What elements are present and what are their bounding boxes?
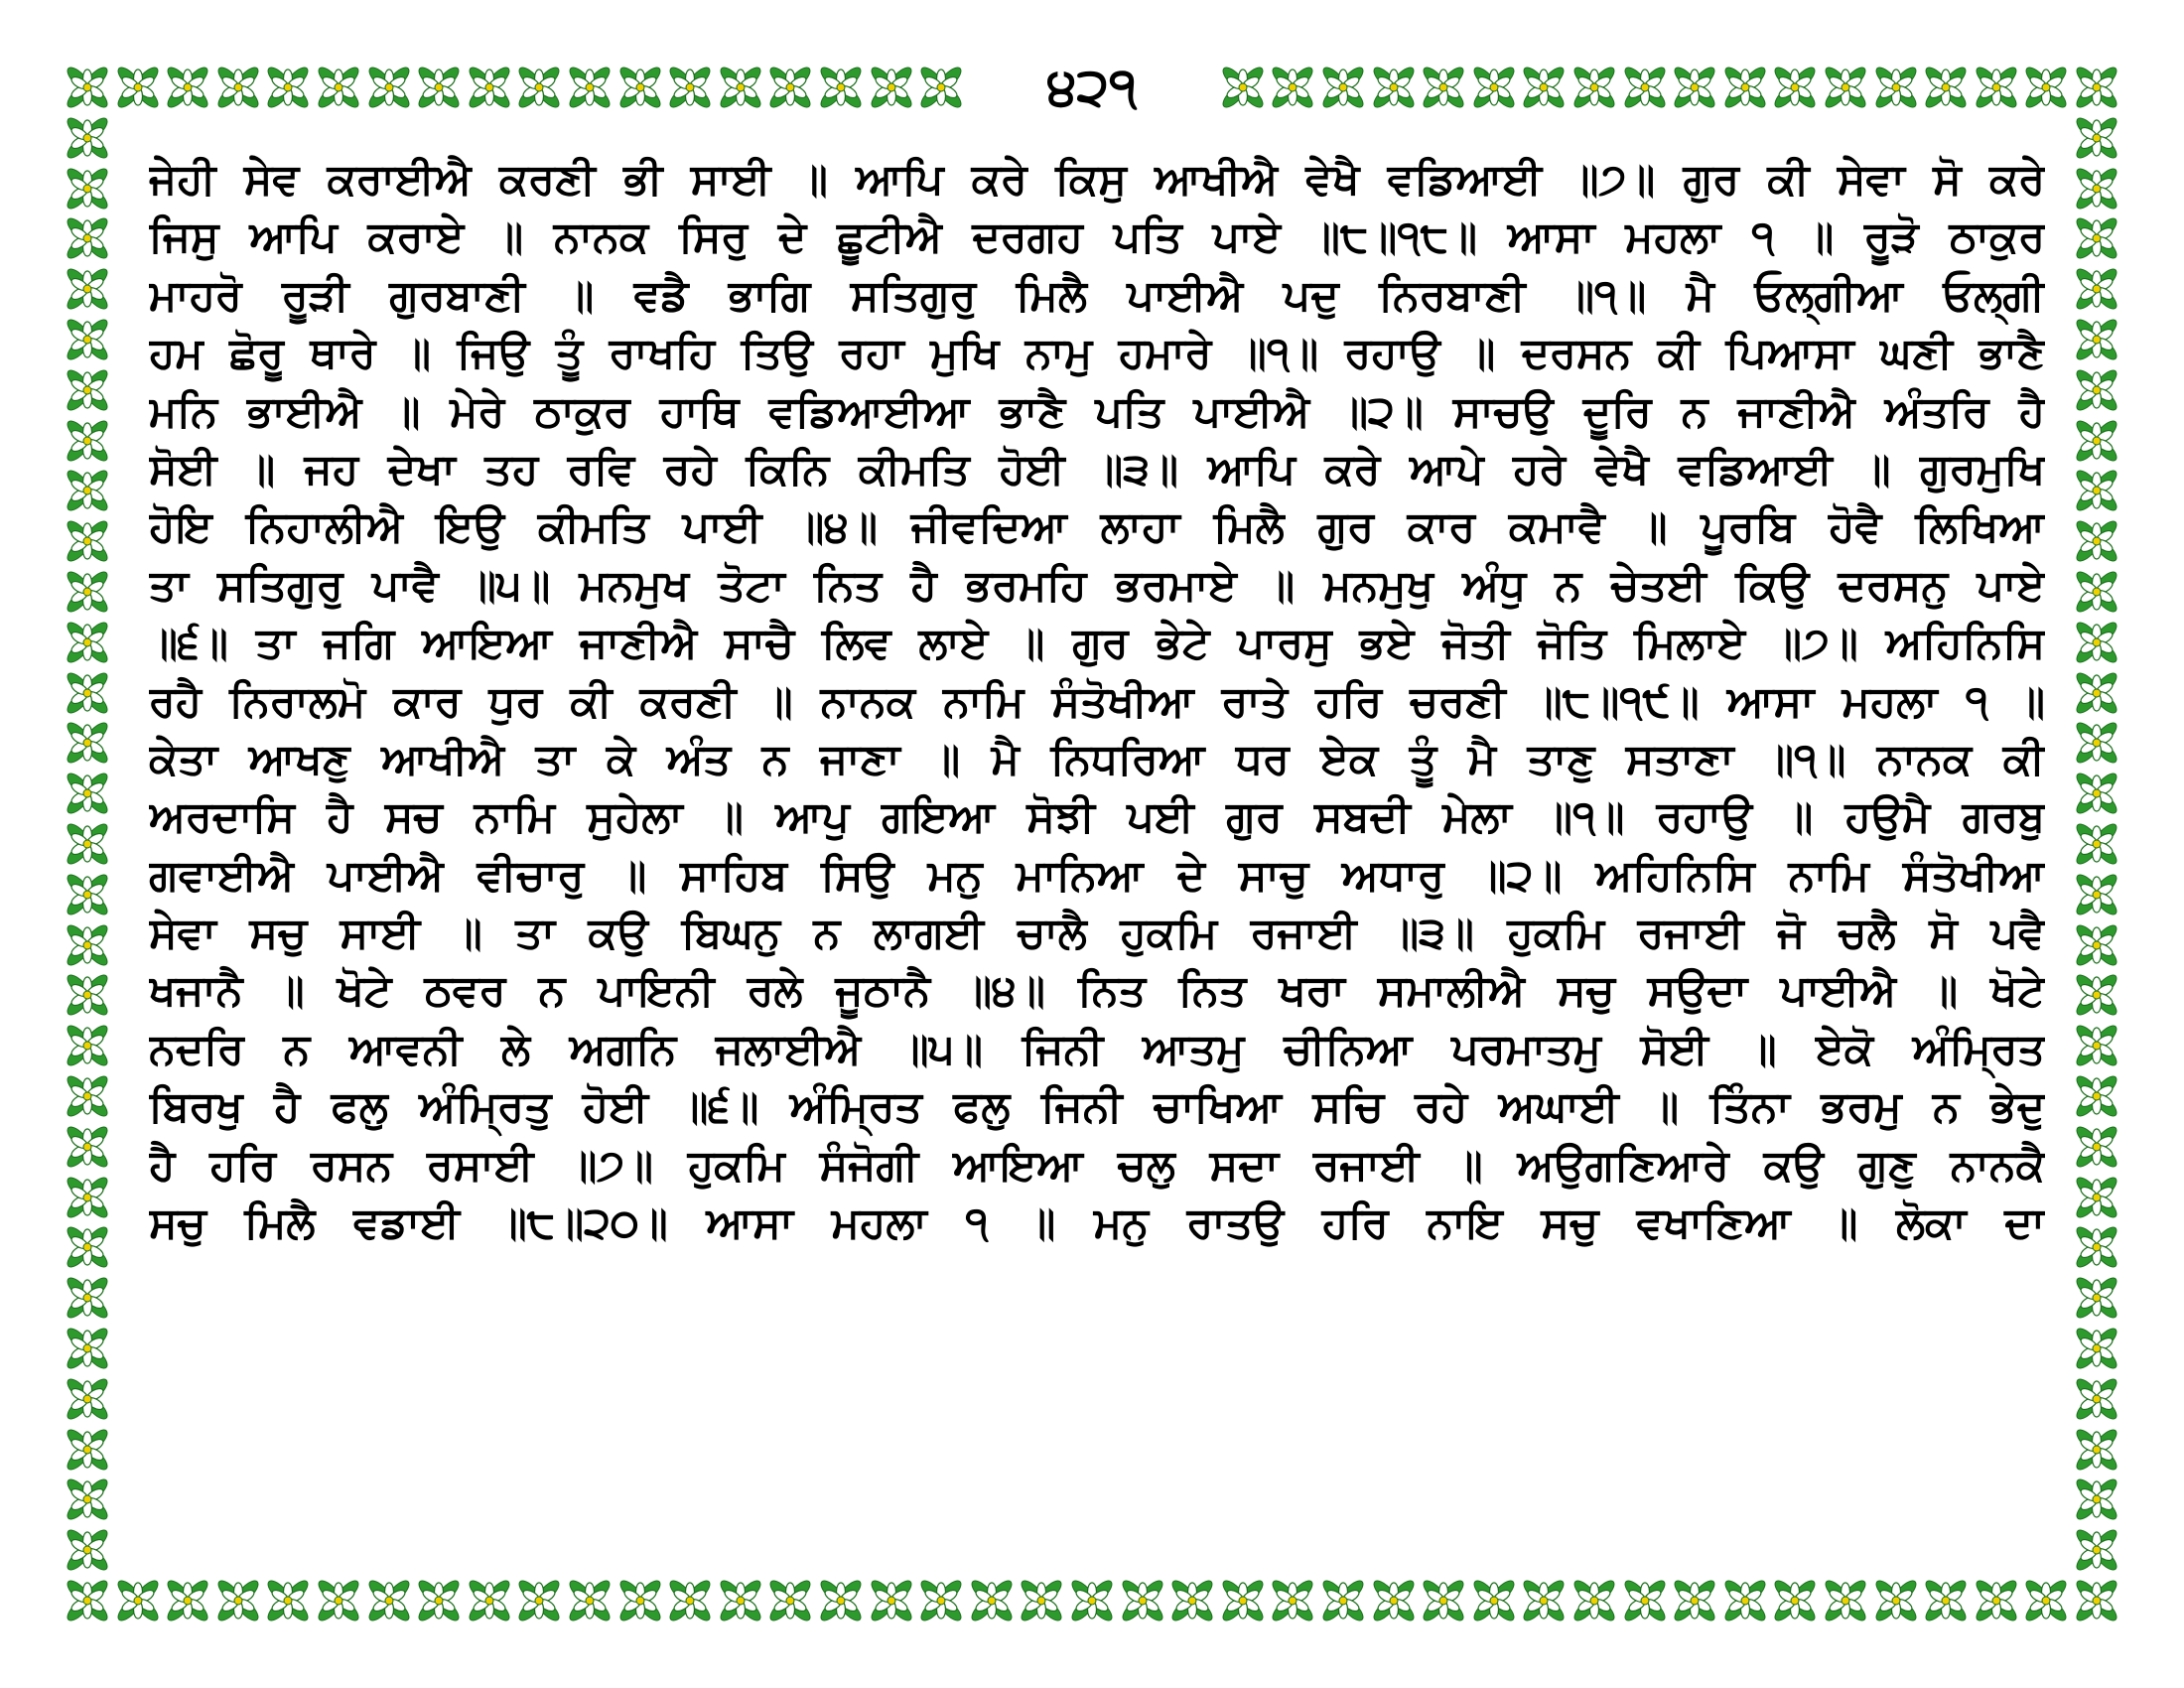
page-number: ੪੨੧ — [993, 48, 1191, 127]
flower-icon — [366, 1578, 413, 1624]
flower-icon — [316, 65, 362, 111]
flower-icon — [1873, 65, 1920, 111]
flower-icon — [918, 65, 965, 111]
flower-icon — [65, 620, 111, 666]
flower-icon — [516, 65, 563, 111]
flower-icon — [1019, 1578, 1065, 1624]
flower-icon — [2074, 1427, 2120, 1474]
flower-icon — [1270, 1578, 1316, 1624]
flower-icon — [2074, 115, 2120, 162]
flower-icon — [1722, 1578, 1769, 1624]
text-line: ਮਾਹਰੋ ਰੂੜੀ ਗੁਰਬਾਣੀ ॥ ਵਡੈ ਭਾਗਿ ਸਤਿਗੁਰੁ ਮਿਲੈ ਪਾਈਐ ਪਦੁ ਨਿਰਬਾਣੀ ॥੧॥ ਮੈ ਓਲ੍ਗੀਆ ਓਲ੍ਗੀ — [149, 270, 2045, 321]
flower-icon — [65, 922, 111, 969]
flower-icon — [1772, 65, 1819, 111]
flower-icon — [65, 518, 111, 565]
flower-icon — [2074, 720, 2120, 767]
flower-icon — [516, 1578, 563, 1624]
flower-icon — [1923, 65, 1970, 111]
flower-icon — [65, 1023, 111, 1069]
flower-icon — [1521, 1578, 1568, 1624]
flower-icon — [165, 1578, 211, 1624]
flower-icon — [65, 1224, 111, 1271]
flower-icon — [265, 65, 312, 111]
flower-icon — [1772, 1578, 1819, 1624]
flower-icon — [65, 821, 111, 868]
flower-icon — [2074, 1175, 2120, 1221]
flower-icon — [2074, 569, 2120, 616]
flower-icon — [2023, 1578, 2070, 1624]
flower-icon — [1371, 1578, 1418, 1624]
flower-icon — [1220, 1578, 1267, 1624]
flower-icon — [1672, 1578, 1718, 1624]
flower-icon — [265, 1578, 312, 1624]
flower-icon — [65, 367, 111, 414]
text-line: ਹੋਇ ਨਿਹਾਲੀਐ ਇਉ ਕੀਮਤਿ ਪਾਈ ॥੪॥ ਜੀਵਦਿਆ ਲਾਹਾ ਮਿਲੈ ਗੁਰ ਕਾਰ ਕਮਾਵੈ ॥ ਪੂਰਬਿ ਹੋਵੈ ਲਿਖਿਆ — [149, 502, 2045, 553]
flower-icon — [918, 1578, 965, 1624]
flower-icon — [165, 65, 211, 111]
flower-icon — [1974, 65, 2020, 111]
flower-icon — [1571, 65, 1618, 111]
text-line: ਸੇਵਾ ਸਚੁ ਸਾਈ ॥ ਤਾ ਕਉ ਬਿਘਨੁ ਨ ਲਾਗਈ ਚਾਲੈ ਹੁਕਮਿ ਰਜਾਈ ॥੩॥ ਹੁਕਮਿ ਰਜਾਈ ਜੋ ਚਲੈ ਸੋ ਪਵੈ — [149, 909, 2045, 959]
text-line: ਸੋਈ ॥ ਜਹ ਦੇਖਾ ਤਹ ਰਵਿ ਰਹੇ ਕਿਨਿ ਕੀਮਤਿ ਹੋਈ ॥੩॥ ਆਪਿ ਕਰੇ ਆਪੇ ਹਰੇ ਵੇਖੈ ਵਡਿਆਈ ॥ ਗੁਰਮੁਖਿ — [149, 444, 2045, 494]
text-line: ਸਚੁ ਮਿਲੈ ਵਡਾਈ ॥੮॥੨੦॥ ਆਸਾ ਮਹਲਾ ੧ ॥ ਮਨੁ ਰਾਤਉ ਹਰਿ ਨਾਇ ਸਚੁ ਵਖਾਣਿਆ ॥ ਲੋਕਾ ਦਾ — [149, 1198, 2045, 1249]
text-line: ਹੈ ਹਰਿ ਰਸਨ ਰਸਾਈ ॥੭॥ ਹੁਕਮਿ ਸੰਜੋਗੀ ਆਇਆ ਚਲੁ ਸਦਾ ਰਜਾਈ ॥ ਅਉਗਣਿਆਰੇ ਕਉ ਗੁਣੁ ਨਾਨਕੈ — [149, 1140, 2045, 1191]
flower-icon — [2074, 620, 2120, 666]
flower-icon — [65, 1175, 111, 1221]
flower-icon — [767, 65, 814, 111]
flower-icon — [366, 65, 413, 111]
flower-icon — [2074, 266, 2120, 313]
flower-icon — [65, 1124, 111, 1171]
flower-icon — [1169, 1578, 1216, 1624]
text-line: ॥੬॥ ਤਾ ਜਗਿ ਆਇਆ ਜਾਣੀਐ ਸਾਚੈ ਲਿਵ ਲਾਏ ॥ ਗੁਰ ਭੇਟੇ ਪਾਰਸੁ ਭਏ ਜੋਤੀ ਜੋਤਿ ਮਿਲਾਏ ॥੭॥ ਅਹਿਨਿਸਿ — [149, 619, 2045, 669]
flower-icon — [2074, 670, 2120, 717]
flower-icon — [818, 65, 865, 111]
flower-icon — [65, 266, 111, 313]
flower-icon — [1270, 65, 1316, 111]
flower-icon — [2074, 1477, 2120, 1523]
flower-icon — [65, 771, 111, 817]
flower-icon — [869, 1578, 915, 1624]
flower-icon — [2074, 1073, 2120, 1120]
flower-icon — [1923, 1578, 1970, 1624]
flower-icon — [1120, 1578, 1166, 1624]
flower-icon — [65, 1427, 111, 1474]
flower-icon — [2074, 1578, 2120, 1624]
flower-icon — [2074, 771, 2120, 817]
flower-icon — [2023, 65, 2070, 111]
text-line: ਜਿਸੁ ਆਪਿ ਕਰਾਏ ॥ ਨਾਨਕ ਸਿਰੁ ਦੇ ਛੂਟੀਐ ਦਰਗਹ ਪਤਿ ਪਾਏ ॥੮॥੧੮॥ ਆਸਾ ਮਹਲਾ ੧ ॥ ਰੂੜੋ ਠਾਕੁਰ — [149, 212, 2045, 263]
flower-icon — [2074, 317, 2120, 363]
flower-icon — [65, 1477, 111, 1523]
flower-icon — [2074, 922, 2120, 969]
flower-icon — [65, 215, 111, 262]
flower-icon — [65, 1326, 111, 1372]
flower-icon — [65, 1275, 111, 1322]
flower-icon — [1823, 65, 1869, 111]
flower-icon — [2074, 1124, 2120, 1171]
text-line: ਮਨਿ ਭਾਈਐ ॥ ਮੇਰੇ ਠਾਕੁਰ ਹਾਥਿ ਵਡਿਆਈਆ ਭਾਣੈ ਪਤਿ ਪਾਈਐ ॥੨॥ ਸਾਚਉ ਦੂਰਿ ਨ ਜਾਣੀਐ ਅੰਤਰਿ ਹੈ — [149, 386, 2045, 437]
flower-icon — [1471, 65, 1518, 111]
flower-icon — [65, 720, 111, 767]
flower-icon — [1069, 1578, 1116, 1624]
flower-icon — [2074, 166, 2120, 212]
flower-icon — [567, 65, 614, 111]
flower-icon — [2074, 872, 2120, 918]
flower-icon — [2074, 1275, 2120, 1322]
flower-icon — [2074, 65, 2120, 111]
flower-icon — [617, 1578, 664, 1624]
flower-icon — [1421, 1578, 1467, 1624]
flower-icon — [65, 670, 111, 717]
flower-icon — [2074, 1376, 2120, 1423]
flower-icon — [2074, 215, 2120, 262]
flower-icon — [1471, 1578, 1518, 1624]
flower-icon — [1873, 1578, 1920, 1624]
flower-icon — [718, 65, 764, 111]
flower-icon — [416, 65, 463, 111]
flower-icon — [1974, 1578, 2020, 1624]
flower-icon — [1220, 65, 1267, 111]
flower-icon — [215, 1578, 262, 1624]
flower-icon — [316, 1578, 362, 1624]
flower-icon — [1622, 1578, 1669, 1624]
text-line: ਹਮ ਛੋਰੂ ਥਾਰੇ ॥ ਜਿਉ ਤੂੰ ਰਾਖਹਿ ਤਿਉ ਰਹਾ ਮੁਖਿ ਨਾਮੁ ਹਮਾਰੇ ॥੧॥ ਰਹਾਉ ॥ ਦਰਸਨ ਕੀ ਪਿਆਸਾ ਘਣੀ ਭਾਣੈ — [149, 329, 2045, 379]
flower-icon — [65, 972, 111, 1019]
flower-icon — [65, 418, 111, 465]
text-line: ਅਰਦਾਸਿ ਹੈ ਸਚ ਨਾਮਿ ਸੁਹੇਲਾ ॥ ਆਪੁ ਗਇਆ ਸੋਝੀ ਪਈ ਗੁਰ ਸਬਦੀ ਮੇਲਾ ॥੧॥ ਰਹਾਉ ॥ ਹਉਮੈ ਗਰਬੁ — [149, 792, 2045, 843]
flower-icon — [65, 872, 111, 918]
flower-icon — [1622, 65, 1669, 111]
flower-icon — [818, 1578, 865, 1624]
flower-icon — [65, 1073, 111, 1120]
flower-icon — [1571, 1578, 1618, 1624]
flower-icon — [1320, 65, 1367, 111]
flower-icon — [65, 317, 111, 363]
flower-icon — [65, 65, 111, 111]
flower-icon — [467, 1578, 513, 1624]
flower-icon — [718, 1578, 764, 1624]
flower-icon — [1521, 65, 1568, 111]
flower-icon — [115, 1578, 162, 1624]
flower-icon — [2074, 468, 2120, 514]
flower-icon — [2074, 518, 2120, 565]
text-line: ਜੇਹੀ ਸੇਵ ਕਰਾਈਐ ਕਰਣੀ ਭੀ ਸਾਈ ॥ ਆਪਿ ਕਰੇ ਕਿਸੁ ਆਖੀਐ ਵੇਖੈ ਵਡਿਆਈ ॥੭॥ ਗੁਰ ਕੀ ਸੇਵਾ ਸੋ ਕਰੇ — [149, 155, 2045, 205]
flower-icon — [215, 65, 262, 111]
flower-icon — [65, 166, 111, 212]
flower-icon — [1722, 65, 1769, 111]
flower-icon — [667, 65, 714, 111]
flower-icon — [2074, 418, 2120, 465]
text-line: ਗਵਾਈਐ ਪਾਈਐ ਵੀਚਾਰੁ ॥ ਸਾਹਿਬ ਸਿਉ ਮਨੁ ਮਾਨਿਆ ਦੇ ਸਾਚੁ ਅਧਾਰੁ ॥੨॥ ਅਹਿਨਿਸਿ ਨਾਮਿ ਸੰਤੋਖੀਆ — [149, 850, 2045, 901]
flower-icon — [416, 1578, 463, 1624]
flower-icon — [1823, 1578, 1869, 1624]
text-line: ਰਹੈ ਨਿਰਾਲਮੋ ਕਾਰ ਧੁਰ ਕੀ ਕਰਣੀ ॥ ਨਾਨਕ ਨਾਮਿ ਸੰਤੋਖੀਆ ਰਾਤੇ ਹਰਿ ਚਰਣੀ ॥੮॥੧੯॥ ਆਸਾ ਮਹਲਾ ੧ ॥ — [149, 676, 2045, 727]
flower-icon — [2074, 367, 2120, 414]
flower-icon — [2074, 972, 2120, 1019]
flower-icon — [1320, 1578, 1367, 1624]
flower-icon — [1371, 65, 1418, 111]
scripture-text — [149, 151, 2045, 1541]
flower-icon — [65, 569, 111, 616]
flower-icon — [65, 468, 111, 514]
text-line: ਬਿਰਖੁ ਹੈ ਫਲੁ ਅੰਮ੍ਰਿਤੁ ਹੋਈ ॥੬॥ ਅੰਮ੍ਰਿਤ ਫਲੁ ਜਿਨੀ ਚਾਖਿਆ ਸਚਿ ਰਹੇ ਅਘਾਈ ॥ ਤਿੰਨਾ ਭਰਮੁ ਨ ਭੇਦੁ — [149, 1082, 2045, 1133]
flower-icon — [2074, 1326, 2120, 1372]
text-line: ਕੇਤਾ ਆਖਣੁ ਆਖੀਐ ਤਾ ਕੇ ਅੰਤ ਨ ਜਾਣਾ ॥ ਮੈ ਨਿਧਰਿਆ ਧਰ ਏਕ ਤੂੰ ਮੈ ਤਾਣੁ ਸਤਾਣਾ ॥੧॥ ਨਾਨਕ ਕੀ — [149, 734, 2045, 784]
flower-icon — [65, 1527, 111, 1574]
text-line: ਤਾ ਸਤਿਗੁਰੁ ਪਾਵੈ ॥੫॥ ਮਨਮੁਖ ਤੋਟਾ ਨਿਤ ਹੈ ਭਰਮਹਿ ਭਰਮਾਏ ॥ ਮਨਮੁਖੁ ਅੰਧੁ ਨ ਚੇਤਈ ਕਿਉ ਦਰਸਨੁ ਪਾਏ — [149, 560, 2045, 611]
flower-icon — [1672, 65, 1718, 111]
flower-icon — [2074, 1224, 2120, 1271]
flower-icon — [1421, 65, 1467, 111]
flower-icon — [65, 1376, 111, 1423]
flower-icon — [767, 1578, 814, 1624]
flower-icon — [969, 1578, 1016, 1624]
flower-icon — [2074, 1023, 2120, 1069]
flower-icon — [869, 65, 915, 111]
flower-icon — [65, 115, 111, 162]
flower-icon — [115, 65, 162, 111]
flower-icon — [65, 1578, 111, 1624]
flower-icon — [667, 1578, 714, 1624]
text-line: ਨਦਰਿ ਨ ਆਵਨੀ ਲੇ ਅਗਨਿ ਜਲਾਈਐ ॥੫॥ ਜਿਨੀ ਆਤਮੁ ਚੀਨਿਆ ਪਰਮਾਤਮੁ ਸੋਈ ॥ ਏਕੋ ਅੰਮ੍ਰਿਤ — [149, 1024, 2045, 1074]
flower-icon — [567, 1578, 614, 1624]
flower-icon — [2074, 821, 2120, 868]
flower-icon — [467, 65, 513, 111]
flower-icon — [2074, 1527, 2120, 1574]
text-line: ਖਜਾਨੈ ॥ ਖੋਟੇ ਠਵਰ ਨ ਪਾਇਨੀ ਰਲੇ ਜੂਠਾਨੈ ॥੪॥ ਨਿਤ ਨਿਤ ਖਰਾ ਸਮਾਲੀਐ ਸਚੁ ਸਉਦਾ ਪਾਈਐ ॥ ਖੋਟੇ — [149, 966, 2045, 1017]
flower-icon — [617, 65, 664, 111]
